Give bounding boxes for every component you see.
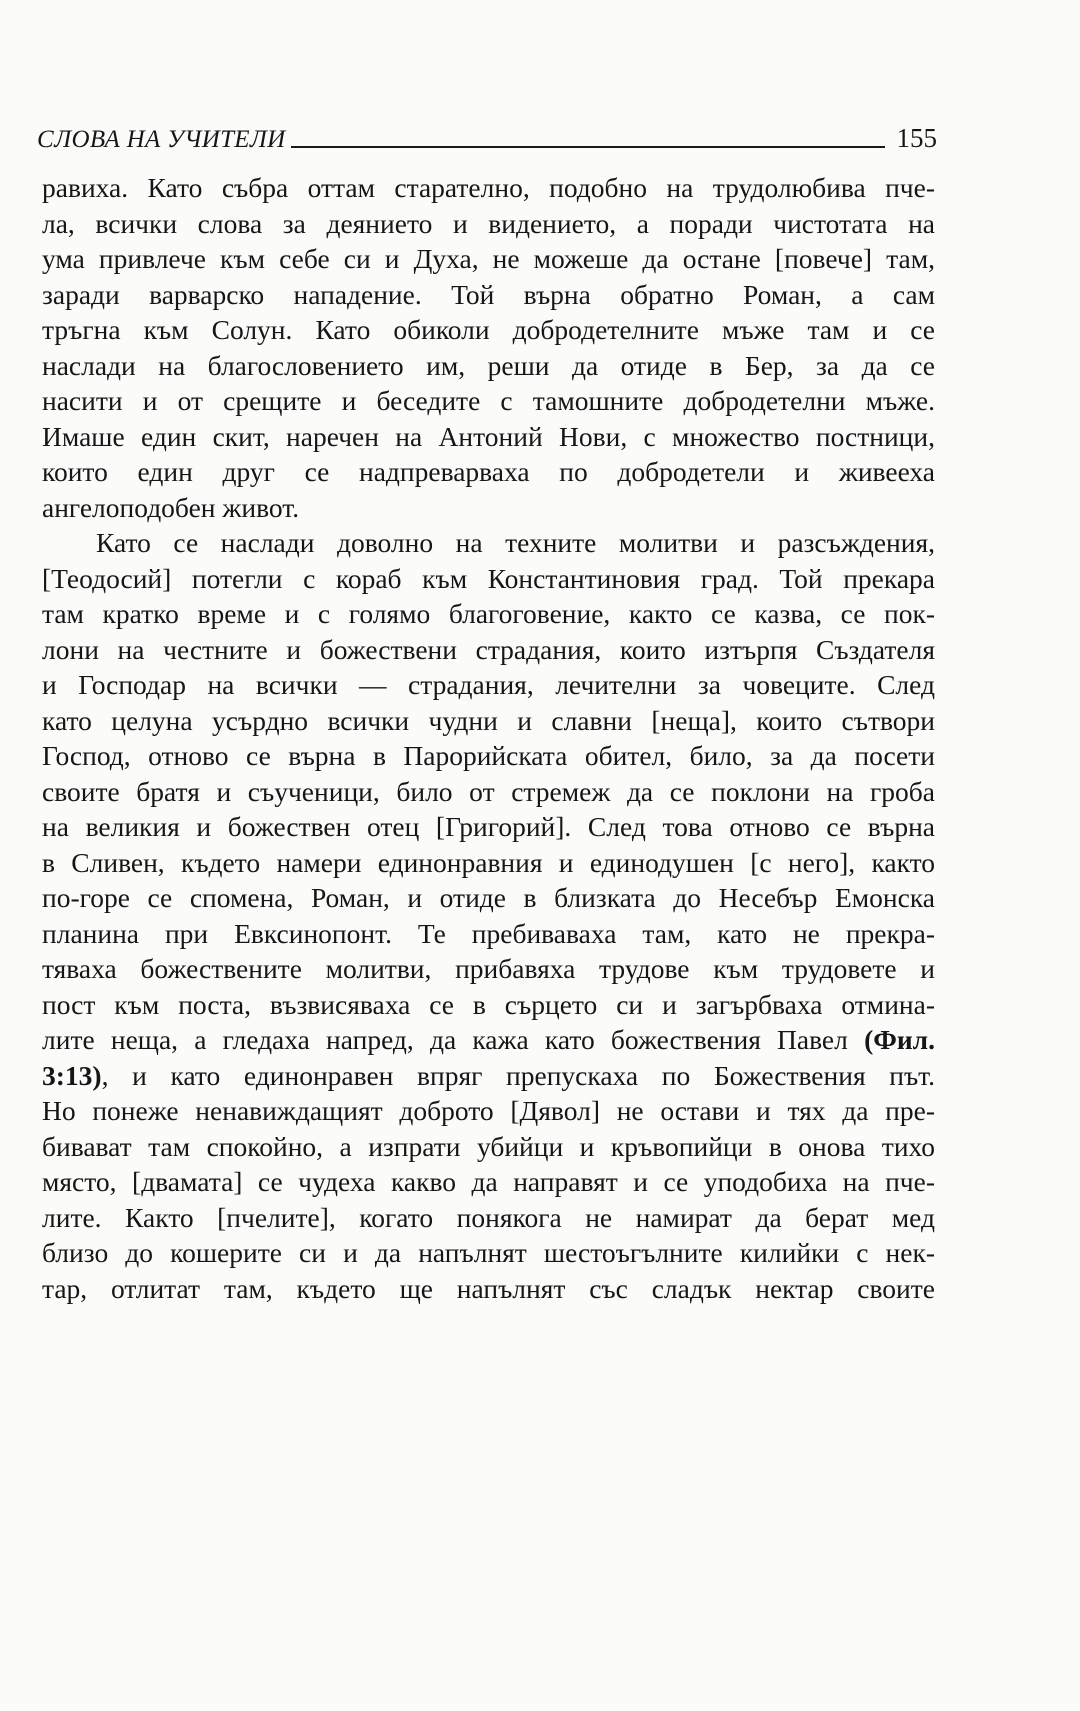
text-line: бивават там спокойно, а изпрати убийци и кръвопийци в онова тихо: [42, 1130, 935, 1162]
text-line: близо до кошерите си и да напълнят шестоъгълните килийки с нек-: [42, 1237, 935, 1268]
body-text: [42, 170, 935, 1306]
text-line: ангелоподобен живот.: [42, 491, 300, 523]
text-line: в Сливен, където намери единонравния и единодушен [с него], както: [42, 846, 935, 878]
text-line: лите. Както [пчелите], когато понякога не намират да берат мед: [42, 1201, 935, 1233]
paragraph-1: [42, 170, 935, 525]
text-line: [Теодосий] потегли с кораб към Константиновия град. Той прекара: [42, 562, 935, 594]
running-header: [37, 112, 937, 152]
text-line-with-reference: [42, 1058, 935, 1094]
text-line: като целуна усърдно всички чудни и славни [неща], които сътвори: [42, 704, 935, 736]
scripture-reference: (Фил.: [864, 1024, 935, 1055]
text-segment: лите неща, а гледаха напред, да кажа като божествения Павел: [42, 1024, 865, 1055]
scripture-reference: 3:13): [42, 1059, 102, 1091]
text-line: тар, отлитат там, където ще напълнят със сладък нектар своите: [42, 1272, 935, 1304]
text-line: лони на честните и божествени страдания, които изтърпя Създателя: [42, 633, 935, 665]
text-line: ла, всички слова за деянието и видението, а поради чистотата на: [42, 207, 935, 239]
text-line: Но понеже ненавиждащият доброто [Дявол] не остави и тях да пре-: [42, 1095, 935, 1126]
header-rule: [291, 146, 884, 148]
text-line: там кратко време и с голямо благоговение, както се казва, се пок-: [42, 598, 935, 629]
text-line: заради варварско нападение. Той върна обратно Роман, а сам: [42, 278, 935, 310]
text-line: по-горе се спомена, Роман, и отиде в близката до Несебър Емонска: [42, 882, 935, 913]
text-line: насити и от срещите и беседите с тамошните добродетелни мъже.: [42, 385, 935, 416]
text-line: Господ, отново се върна в Парорийската обител, било, за да посети: [42, 740, 935, 771]
text-line: наслади на благословението им, реши да отиде в Бер, за да се: [42, 349, 935, 381]
text-line: планина при Евксинопонт. Те пребиваваха там, като не прекра-: [42, 917, 935, 949]
text-line: Имаше един скит, наречен на Антоний Нови, с множество постници,: [42, 420, 935, 452]
text-segment: , и като единонравен впряг препускаха по Божествения път.: [101, 1059, 935, 1091]
text-line: Като се наслади доволно на техните молитви и разсъждения,: [96, 527, 935, 558]
paragraph-2: [42, 525, 935, 1306]
running-title: СЛОВА НА УЧИТЕЛИ: [37, 126, 286, 153]
text-line: които един друг се надпреварваха по добродетели и живееха: [42, 456, 935, 487]
text-line: и Господар на всички — страдания, лечителни за човеците. След: [42, 669, 935, 700]
text-line: ума привлече към себе си и Духа, не можеше да остане [повече] там,: [42, 243, 935, 274]
page-number: 155: [896, 123, 937, 153]
text-line: на великия и божествен отец [Григорий]. След това отново се върна: [42, 811, 935, 842]
text-line-with-reference: [42, 1022, 935, 1058]
text-line: място, [двамата] се чудеха какво да направят и се уподобиха на пче-: [42, 1166, 935, 1197]
text-line: тръгна към Солун. Като обиколи добродетелните мъже там и се: [42, 314, 935, 345]
text-line: тяваха божествените молитви, прибавяха трудове към трудовете и: [42, 953, 935, 984]
text-line: равиха. Като събра оттам старателно, подобно на трудолюбива пче-: [42, 172, 935, 203]
text-line: пост към поста, възвисяваха се в сърцето си и загърбваха отмина-: [42, 988, 935, 1020]
text-line: своите братя и съученици, било от стремеж да се поклони на гроба: [42, 775, 935, 807]
